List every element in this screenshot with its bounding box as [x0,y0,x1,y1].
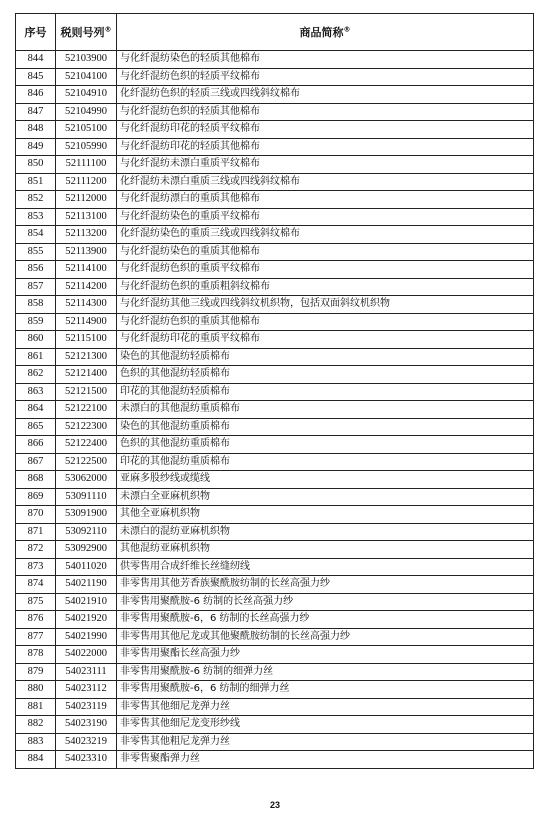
row-serial-number: 849 [16,138,56,156]
row-product-name: 与化纤混纺色织的轻质平纹棉布 [117,68,534,86]
row-tariff-code: 52113900 [56,243,117,261]
table-row [16,103,534,121]
row-serial-number: 864 [16,401,56,419]
table-row [16,558,534,576]
row-serial-number: 858 [16,296,56,314]
table-row [16,716,534,734]
table-row [16,541,534,559]
table-row [16,593,534,611]
row-tariff-code: 54021920 [56,611,117,629]
row-tariff-code: 52104100 [56,68,117,86]
row-serial-number: 875 [16,593,56,611]
row-serial-number: 880 [16,681,56,699]
row-serial-number: 881 [16,698,56,716]
row-serial-number: 868 [16,471,56,489]
row-product-name: 与化纤混纺其他三线或四线斜纹机织物，包括双面斜纹机织物 [117,296,534,314]
row-tariff-code: 53092110 [56,523,117,541]
row-tariff-code: 54021990 [56,628,117,646]
row-serial-number: 859 [16,313,56,331]
table-row [16,383,534,401]
row-serial-number: 853 [16,208,56,226]
table-row [16,156,534,174]
table-row [16,86,534,104]
row-tariff-code: 53092900 [56,541,117,559]
table-row [16,68,534,86]
row-serial-number: 877 [16,628,56,646]
row-serial-number: 857 [16,278,56,296]
row-tariff-code: 52113200 [56,226,117,244]
page-number: 23 [269,800,280,810]
row-product-name: 印花的其他混纺重质棉布 [117,453,534,471]
row-tariff-code: 54022000 [56,646,117,664]
row-tariff-code: 54023190 [56,716,117,734]
row-product-name: 非零售用聚酰胺-6 纺制的长丝高强力纱 [117,593,534,611]
row-product-name: 非零售用聚酰胺-6，6 纺制的细弹力丝 [117,681,534,699]
table-row [16,628,534,646]
row-tariff-code: 54023119 [56,698,117,716]
table-row [16,121,534,139]
row-tariff-code: 52111200 [56,173,117,191]
row-product-name: 与化纤混纺染色的重质其他棉布 [117,243,534,261]
row-product-name: 与化纤混纺色织的轻质其他棉布 [117,103,534,121]
row-serial-number: 869 [16,488,56,506]
row-product-name: 化纤混纺色织的轻质三线或四线斜纹棉布 [117,86,534,104]
table-row [16,278,534,296]
table-body [16,51,534,769]
row-serial-number: 846 [16,86,56,104]
row-product-name: 非零售其他细尼龙变形纱线 [117,716,534,734]
header-tariff-code-mark: ® [104,25,112,34]
table-row [16,51,534,69]
row-tariff-code: 52121300 [56,348,117,366]
row-product-name: 非零售其他细尼龙弹力丝 [117,698,534,716]
table-row [16,331,534,349]
row-serial-number: 860 [16,331,56,349]
row-tariff-code: 52121400 [56,366,117,384]
row-tariff-code: 52113100 [56,208,117,226]
row-product-name: 与化纤混纺印花的轻质平纹棉布 [117,121,534,139]
row-product-name: 印花的其他混纺轻质棉布 [117,383,534,401]
row-product-name: 亚麻多股纱线或缆线 [117,471,534,489]
table-row [16,191,534,209]
row-product-name: 其他混纺亚麻机织物 [117,541,534,559]
row-product-name: 化纤混纺染色的重质三线或四线斜纹棉布 [117,226,534,244]
row-product-name: 与化纤混纺染色的重质平纹棉布 [117,208,534,226]
row-tariff-code: 53091900 [56,506,117,524]
table-row [16,663,534,681]
row-serial-number: 862 [16,366,56,384]
row-tariff-code: 52111100 [56,156,117,174]
row-tariff-code: 52112000 [56,191,117,209]
row-serial-number: 856 [16,261,56,279]
row-product-name: 染色的其他混纺轻质棉布 [117,348,534,366]
tariff-table [15,13,534,769]
table-row [16,208,534,226]
row-tariff-code: 54021190 [56,576,117,594]
row-tariff-code: 54023310 [56,751,117,769]
row-product-name: 色织的其他混纺轻质棉布 [117,366,534,384]
row-tariff-code: 53091110 [56,488,117,506]
row-product-name: 未漂白的混纺亚麻机织物 [117,523,534,541]
table-row [16,681,534,699]
table-row [16,646,534,664]
row-product-name: 与化纤混纺色织的重质粗斜纹棉布 [117,278,534,296]
row-serial-number: 882 [16,716,56,734]
row-serial-number: 855 [16,243,56,261]
row-serial-number: 848 [16,121,56,139]
row-product-name: 未漂白的其他混纺重质棉布 [117,401,534,419]
table-header-row [16,14,534,51]
row-product-name: 与化纤混纺未漂白重质平纹棉布 [117,156,534,174]
row-serial-number: 847 [16,103,56,121]
row-serial-number: 884 [16,751,56,769]
row-tariff-code: 54021910 [56,593,117,611]
table-row [16,576,534,594]
row-product-name: 与化纤混纺色织的重质平纹棉布 [117,261,534,279]
table-row [16,751,534,769]
row-tariff-code: 52114100 [56,261,117,279]
row-product-name: 与化纤混纺色织的重质其他棉布 [117,313,534,331]
table-row [16,506,534,524]
row-product-name: 与化纤混纺印花的轻质其他棉布 [117,138,534,156]
row-tariff-code: 52122300 [56,418,117,436]
row-tariff-code: 54023112 [56,681,117,699]
row-serial-number: 852 [16,191,56,209]
table-row [16,401,534,419]
table-row [16,436,534,454]
row-tariff-code: 54011020 [56,558,117,576]
row-serial-number: 861 [16,348,56,366]
table-row [16,471,534,489]
table-row [16,313,534,331]
row-product-name: 非零售用其他尼龙或其他聚酰胺纺制的长丝高强力纱 [117,628,534,646]
table-row [16,523,534,541]
row-product-name: 非零售用其他芳香族聚酰胺纺制的长丝高强力纱 [117,576,534,594]
row-tariff-code: 53062000 [56,471,117,489]
row-product-name: 未漂白全亚麻机织物 [117,488,534,506]
row-tariff-code: 52103900 [56,51,117,69]
row-tariff-code: 54023111 [56,663,117,681]
row-product-name: 非零售用聚酰胺-6，6 纺制的长丝高强力纱 [117,611,534,629]
table-row [16,366,534,384]
row-tariff-code: 52122500 [56,453,117,471]
row-serial-number: 883 [16,733,56,751]
row-product-name: 非零售其他粗尼龙弹力丝 [117,733,534,751]
row-tariff-code: 52114900 [56,313,117,331]
table-row [16,226,534,244]
row-tariff-code: 54023219 [56,733,117,751]
table-row [16,173,534,191]
row-serial-number: 870 [16,506,56,524]
row-serial-number: 873 [16,558,56,576]
table-row [16,453,534,471]
row-serial-number: 850 [16,156,56,174]
row-product-name: 化纤混纺未漂白重质三线或四线斜纹棉布 [117,173,534,191]
table-row [16,488,534,506]
row-tariff-code: 52105990 [56,138,117,156]
row-tariff-code: 52105100 [56,121,117,139]
table-row [16,243,534,261]
row-serial-number: 867 [16,453,56,471]
row-serial-number: 845 [16,68,56,86]
row-tariff-code: 52115100 [56,331,117,349]
table-row [16,698,534,716]
row-tariff-code: 52122400 [56,436,117,454]
table-row [16,296,534,314]
row-serial-number: 874 [16,576,56,594]
header-serial-number: 序号 [16,14,56,51]
row-tariff-code: 52114300 [56,296,117,314]
row-serial-number: 876 [16,611,56,629]
row-serial-number: 865 [16,418,56,436]
row-serial-number: 844 [16,51,56,69]
row-product-name: 供零售用合成纤维长丝缝纫线 [117,558,534,576]
row-product-name: 非零售用聚酯长丝高强力纱 [117,646,534,664]
row-product-name: 与化纤混纺印花的重质平纹棉布 [117,331,534,349]
row-serial-number: 871 [16,523,56,541]
row-product-name: 色织的其他混纺重质棉布 [117,436,534,454]
table-row [16,261,534,279]
row-tariff-code: 52122100 [56,401,117,419]
row-product-name: 其他全亚麻机织物 [117,506,534,524]
row-serial-number: 866 [16,436,56,454]
row-tariff-code: 52114200 [56,278,117,296]
row-serial-number: 863 [16,383,56,401]
row-tariff-code: 52104990 [56,103,117,121]
row-product-name: 与化纤混纺染色的轻质其他棉布 [117,51,534,69]
header-product-name-mark: ® [343,25,351,34]
row-serial-number: 851 [16,173,56,191]
header-product-name: 商品简称® [117,14,534,51]
table-row [16,348,534,366]
row-product-name: 染色的其他混纺重质棉布 [117,418,534,436]
row-product-name: 与化纤混纺漂白的重质其他棉布 [117,191,534,209]
header-tariff-code: 税则号列® [56,14,117,51]
table-row [16,418,534,436]
table-row [16,733,534,751]
table-row [16,138,534,156]
row-serial-number: 872 [16,541,56,559]
row-product-name: 非零售聚酯弹力丝 [117,751,534,769]
row-tariff-code: 52121500 [56,383,117,401]
table-row [16,611,534,629]
row-serial-number: 878 [16,646,56,664]
row-serial-number: 854 [16,226,56,244]
row-product-name: 非零售用聚酰胺-6 纺制的细弹力丝 [117,663,534,681]
row-serial-number: 879 [16,663,56,681]
row-tariff-code: 52104910 [56,86,117,104]
